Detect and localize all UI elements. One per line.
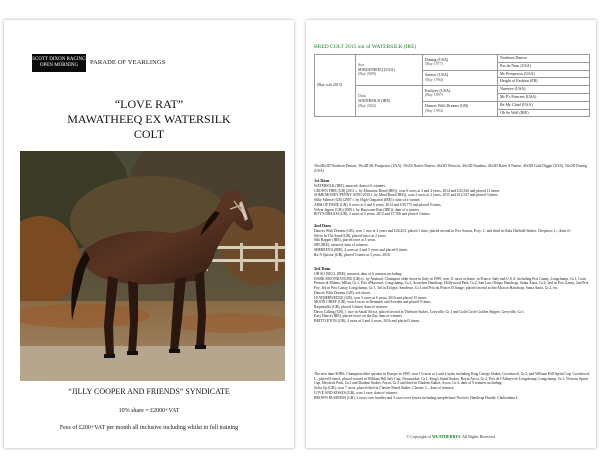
horse-photo: [20, 151, 285, 381]
page-heading: PARADE OF YEARLINGS: [90, 59, 166, 66]
dam-prefix: Dam: [358, 93, 366, 99]
pedigree-title-main: BRED COLT: [314, 44, 344, 50]
section-paragraph: SOME MONEY/PENNY ANN (2010 f. by Mind Bond (IRE)), won 2 races at 2 years, 2015 and £12,547 and placed 3 times.: [314, 193, 499, 198]
sire-prefix: Sire: [358, 61, 365, 67]
pedigree-ggp-8: Oh So Well (IRE): [498, 109, 590, 117]
horse-breeding: MAWATHEEQ EX WATERSILK: [67, 112, 231, 126]
horse-title-block: [4, 97, 294, 142]
brand-logo-box: [32, 54, 86, 72]
gp-4-detail: (Bay 1994): [425, 108, 444, 114]
section-paragraph: LOVE AND KISSES (GB), won 1 race; dam of winners.: [314, 390, 399, 395]
pedigree-ggp-4: Height of Fashion (FR): [498, 78, 590, 86]
pedigree-dam: [356, 86, 423, 117]
section-paragraph: Easy Dance (IRE), placed twice on the flat; dam of winners.: [314, 314, 403, 319]
pedigree-ggp-5: Nureyev (USA): [498, 86, 590, 94]
section-paragraph: Ra-A Quistor (GB), placed 3 times at 3 years, 2016.: [314, 252, 391, 257]
gp-4-name: Dances With Dreams (GB): [425, 103, 469, 109]
share-price: 10% share = £2000+VAT: [118, 408, 180, 414]
pedigree-gp-1: [423, 55, 498, 71]
pedigree-subject: (Bay colt 2015): [315, 55, 356, 117]
brochure-right-page: [306, 20, 596, 448]
gp-1-detail: (Bay 1977): [425, 61, 444, 67]
pedigree-table: [314, 54, 590, 117]
gp-1-name: Danzig (USA): [425, 56, 449, 62]
inbreeding-crosses: 5Sx4Dx5D Northern Dancer, 5Sx4D Mr Prospector (USA), 5Sx5S Native Dancer, 4Sx5D Nearctic, 4Sx5D Natalma, 4Sx5D Raise A Native, 4Sx5D Gold Digger (USA), 5Sx5D Danzig (USA): [314, 164, 587, 173]
section-paragraph: Softa Up (GB), won 7 races, placed third in Chester Rated Stakes, Chester, L., dam of winners.: [314, 386, 455, 391]
footer-brand: WEATHERBYS: [431, 434, 461, 439]
pedigree-gp-2: [423, 70, 498, 86]
section-paragraph: MOON CHIEF (GB), won 4 races in Denmark and Sweden and placed 9 times.: [314, 300, 432, 305]
section-paragraph: LEATHERWEDGE (GB), won 5 races at 6 years, 2016 and placed 15 times.: [314, 295, 427, 300]
gp-3-detail: (Bay 1997): [425, 92, 444, 98]
gp-2-detail: (Bay 1994): [425, 76, 444, 82]
section-heading-2nd-dam: 2nd Dam: [314, 223, 331, 228]
section-body-1st-dam: [314, 184, 590, 217]
pedigree-gp-3: [423, 86, 498, 102]
pedigree-title-dam: WATERSILK (IRE): [371, 44, 417, 50]
section-paragraph: ROY'S DREAM (GB), 2 races at 2 years, 2015 and £7,766 and placed 3 times.: [314, 212, 431, 217]
section-paragraph: Silver In The Sand (GB), placed twice at 2 years.: [314, 233, 387, 238]
section-paragraph: Dances With Dreams (GB), won 1 race at 2 years and £26,453, placed 1 time, placed second in Prix Saraca, Evry, L. and third in Oaks Daffodil Stakes, Chepstow, L.; dam of:: [314, 229, 571, 233]
pedigree-ggp-6: Mr P's Princess (USA): [498, 93, 590, 101]
footer-prefix: © Copyright of: [406, 434, 431, 439]
pedigree-gp-4: [423, 101, 498, 117]
section-paragraph: Silk Rapper (IRE), placed once at 3 years.: [314, 238, 377, 243]
pedigree-sire: [356, 55, 423, 86]
pedigree-ggp-2: Pas de Nom (USA): [498, 62, 590, 70]
sire-detail: (Bay 2009): [358, 71, 377, 77]
pedigree-ggp-7: Be My Chief (USA): [498, 101, 590, 109]
syndicate-name: “JILLY COOPER AND FRIENDS” SYNDICATE: [68, 387, 230, 396]
section-paragraph: The next dam SORS, Champion older sprinter in Europe in 1985, won 13 races at 2 and 4 years including King George Stakes, Goodwood, Gr.3, and William Hill Sprint Cup, Goodwood, L., placed 8 times, placed second in William Hill July Cup, Newmarket, Gr.1, King's Stand Stakes, Royal Ascot, Gr.2, Prix de l'Abbaye de Longchamp, Longchamp, Gr.1, Vernons Sprint Cup, Haydock Park, Gr.2 and Diadem Stakes, Ascot, Gr.3 and third in Diadem Stakes, Ascot, Gr.3; dam of 9 winners including:: [314, 372, 590, 386]
section-paragraph: OH SO WELL (IRE), unraced; dam of 6 winners including:: [314, 272, 403, 276]
horse-name: “LOVE RAT”: [114, 97, 184, 111]
section-paragraph: Raquetiella (GB), placed 3 times; dam of winners.: [314, 304, 389, 309]
section-paragraph: ARM OF FAME (GB), 6 races at 5 and 6 years, 2014 and £39,775 and placed 9 times.: [314, 202, 442, 207]
section-body-2nd-dam: [314, 229, 590, 257]
horse-sex: COLT: [133, 127, 165, 141]
brand-line-1: SCOTT DIXON RACING: [32, 57, 86, 62]
copyright-footer: [306, 434, 596, 439]
section-paragraph: BROWN BUSINESS (GB), 2 races over hurdles and 3 races over fences including steeplechase Novices' Handicap Hurdle, Cheltenham L.: [314, 395, 520, 400]
dam-name: WATERSILK (IRE): [358, 97, 391, 103]
section-paragraph: Silky Silence (GB) (2007 f. by High Chaparral (IRE)): dam of a winner.: [314, 198, 421, 203]
brand-line-2: OPEN MORNING: [39, 63, 79, 68]
section-paragraph: Dawn Calling (GB), 1 race in Saudi Africa, placed second in Thebinte Stakes, Grayville, Gr.1 and Gold Circle Golden Slipper, Greyville, Gr.1.: [314, 309, 525, 314]
section-heading-3rd-dam: 3rd Dam: [314, 266, 331, 271]
fees-note: Fees of £200+VAT per month all inclusive including whilst in full training: [59, 425, 239, 431]
section-paragraph: WATERSILK (IRE), unraced; dam of 6 winners:: [314, 184, 386, 188]
section-paragraph: Velvet Jaguar (GB) (2009 f. by Hurricane Run (IRE)): dam of a winner.: [314, 207, 420, 212]
section-body-3rd-dam: [314, 272, 590, 324]
pedigree-ggp-1: Northern Dancer: [498, 55, 590, 63]
section-paragraph: CROWN FIRE (GB) (2011 c. by Monsieur Bond (IRE)), won 6 races at 3 and 4 years, 2014 and £43,320 and placed 11 times.: [314, 188, 501, 193]
gp-3-name: Fasliyev (USA): [425, 87, 451, 93]
section-paragraph: DARK MOONDANCER (GB) (c. by Anshan). Champion older horse in Italy in 1999, won 11 races at home, in France, Italy and U.S.A. including Prix Ganay, Longchamp, Gr.1, Gran Premio di Milano, Milan, Gr.1, Prix d'Harcourt, Longchamp, Gr.2, Arcachon Handicap, Hollywood Park, Gr.2, San Luis Obispo Handicap, Santa Anita, Gr.2; 2nd in Prix Ganay, 2nd Prix Foy, 3rd in Prix Ganay, Longchamp, Gr.1, 3rd in Eclipse, Sandown, Gr.1 and Prix du Prince d'Orange; placed second in San Marcos Handicap, Santa Anita, Gr.2, etc.: [314, 276, 589, 291]
section-body-next-dam: [314, 372, 590, 400]
brochure-left-page: [4, 20, 294, 448]
section-paragraph: Dances With Dreams (GB), see above.: [314, 290, 372, 295]
section-paragraph: SHEREENA (IRE), 4 races at 4 and 5 years and placed 6 times.: [314, 247, 409, 252]
dam-detail: (Bay 2002): [358, 102, 377, 108]
gp-2-name: Sarayir (USA): [425, 72, 449, 78]
footer-suffix: . All Rights Reserved.: [460, 434, 496, 439]
pedigree-ggp-3: Mr Prospector (USA): [498, 70, 590, 78]
pedigree-title: [314, 44, 416, 50]
sire-name: MAWATHEEQ (USA): [358, 66, 395, 72]
section-paragraph: BRITTLETON (GB), 4 races at 3 and 4 years, 2016 and placed 5 times.: [314, 319, 421, 324]
section-paragraph: SIB (IRE), unraced; dam of winners:: [314, 243, 369, 248]
pedigree-title-sep: 2015 out of: [345, 44, 371, 50]
section-heading-1st-dam: 1st Dam: [314, 178, 330, 183]
